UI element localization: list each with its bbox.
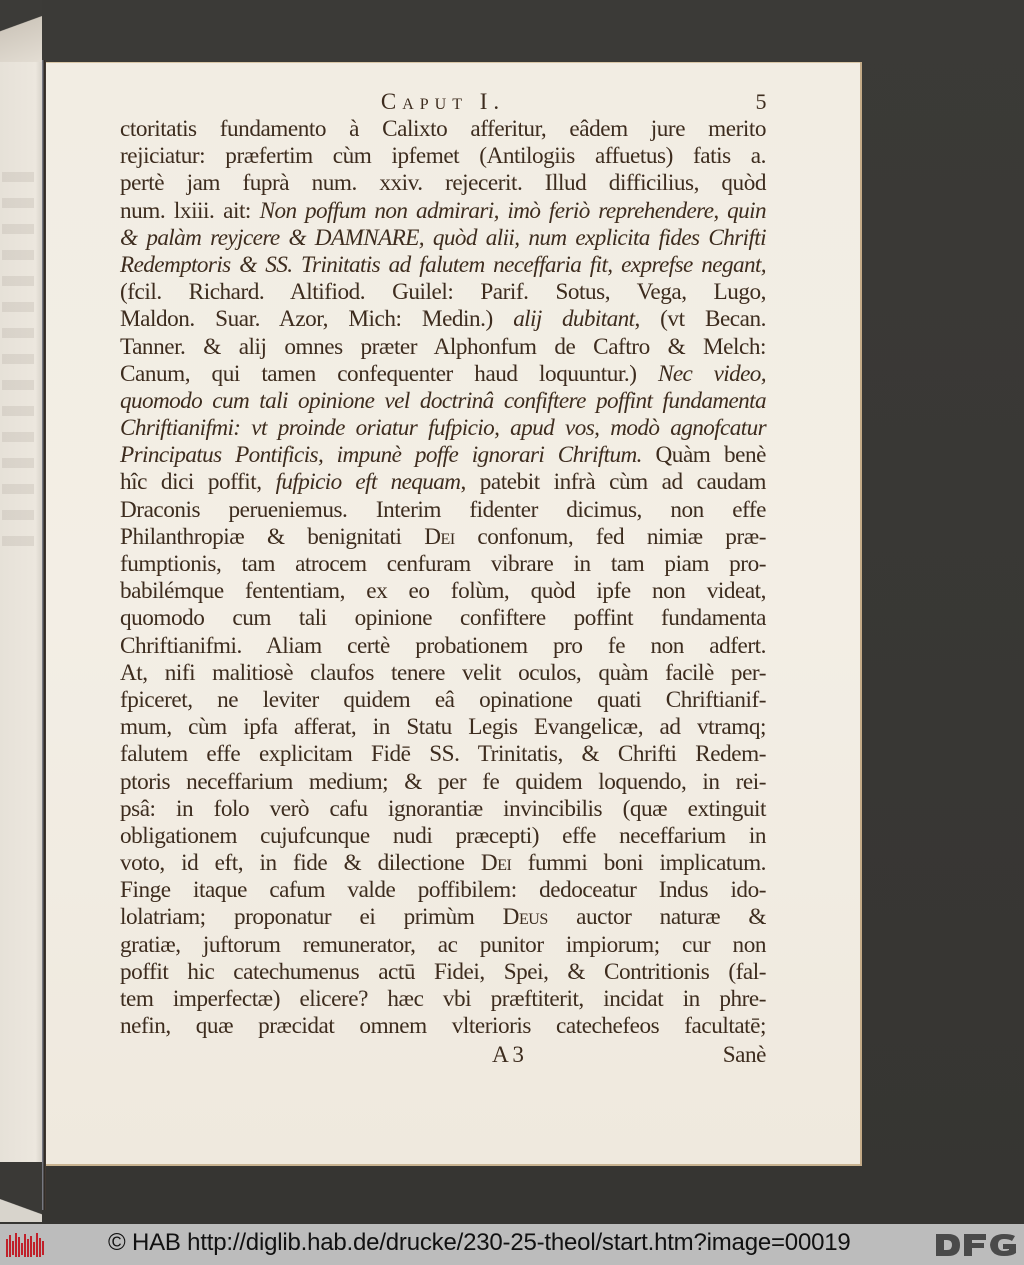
- text-line: [120, 252, 766, 279]
- running-title: Caput I.: [380, 89, 506, 114]
- text-segment: Dei: [424, 523, 455, 550]
- page-number: 5: [755, 89, 766, 114]
- text-line: [120, 497, 766, 524]
- text-line: [120, 225, 766, 252]
- text-line: [120, 143, 766, 170]
- text-segment: lolatriam; proponatur ei primùm: [120, 904, 503, 931]
- book-page: [46, 62, 862, 1166]
- page-text-block: [120, 90, 766, 1070]
- text-segment: , (vt Becan.: [634, 306, 766, 333]
- text-line: [120, 605, 766, 632]
- text-line: [120, 361, 766, 388]
- text-segment: tem imperfectæ) elicere? hæc vbi præftiterit, incidat in phre-: [120, 986, 766, 1012]
- text-line: [120, 823, 766, 850]
- text-segment: Quàm benè: [641, 442, 766, 469]
- text-line: [120, 198, 766, 225]
- text-line: [120, 306, 766, 333]
- text-segment: fufpicio eft nequam: [275, 469, 461, 496]
- text-segment: At, nifi malitiosè claufos tenere velit oculos, quàm facilè per-: [120, 659, 766, 686]
- text-line: [120, 170, 766, 197]
- text-segment: Tanner. & alij omnes præter Alphonfum de Caftro & Melch:: [120, 333, 766, 360]
- dfg-logo-icon: [934, 1232, 1018, 1258]
- text-line: [120, 415, 766, 442]
- text-segment: Finge itaque cafum valde poffibilem: dedoceatur Indus ido-: [120, 877, 766, 904]
- previous-page-edge: [0, 62, 42, 1162]
- text-segment: falutem effe explicitam Fidē SS. Trinitatis, & Chrifti Redem-: [120, 741, 766, 768]
- copyright-url: © HAB http://diglib.hab.de/drucke/230-25-theol/start.htm?image=00019: [108, 1229, 851, 1256]
- text-line: [120, 769, 766, 796]
- text-line: [120, 850, 766, 877]
- text-segment: confonum, fed nimiæ præ-: [454, 523, 767, 550]
- text-segment: psâ: in folo verò cafu ignorantiæ invincibilis (quæ extinguit: [120, 795, 766, 822]
- text-line: [120, 334, 766, 361]
- text-line: [120, 279, 766, 306]
- hab-logo-icon: [5, 1231, 45, 1259]
- text-segment: voto, id eft, in fide & dilectione: [120, 850, 481, 877]
- text-line: [120, 877, 766, 904]
- text-segment: Chriftianifmi: vt proinde oriatur fufpicio, apud vos, modò agnofcatur: [120, 415, 766, 442]
- text-segment: quomodo cum tali opinione vel doctrinâ confiftere poffint fundamenta: [120, 387, 766, 414]
- text-line: [120, 442, 766, 469]
- text-segment: Philanthropiæ & benignitati: [120, 523, 425, 550]
- text-segment: babilémque fententiam, ex eo folùm, quòd ipfe non videat,: [120, 578, 766, 605]
- text-line: [120, 116, 766, 143]
- text-segment: mum, cùm ipfa afferat, in Statu Legis Evangelicæ, ad vtramq;: [120, 714, 766, 741]
- text-segment: ctoritatis fundamento à Calixto afferitur, eâdem jure merito: [120, 116, 766, 142]
- text-segment: obligationem cujufcunque nudi præcepti) effe neceffarium in: [120, 822, 766, 849]
- text-line: [120, 904, 766, 931]
- bleed-through-text: [2, 172, 34, 552]
- text-segment: Maldon. Suar. Azor, Mich: Medin.): [120, 306, 514, 333]
- text-segment: (fcil. Richard. Altifiod. Guilel: Parif. Sotus, Vega, Lugo,: [120, 279, 766, 306]
- text-segment: ptoris neceffarium medium; & per fe quidem loquendo, in rei-: [120, 768, 766, 795]
- text-line: [120, 741, 766, 768]
- text-segment: fummi boni implicatum.: [511, 850, 766, 877]
- text-segment: , patebit infrà cùm ad caudam: [460, 469, 767, 496]
- text-segment: Deus: [502, 904, 548, 931]
- text-line: [120, 524, 766, 551]
- text-line: [120, 1013, 766, 1040]
- text-line: [120, 959, 766, 986]
- text-segment: Draconis perueniemus. Interim fidenter dicimus, non effe: [120, 496, 766, 523]
- signature-mark: A 3: [492, 1042, 524, 1069]
- text-segment: hîc dici poffit,: [120, 469, 276, 496]
- text-line: [120, 986, 766, 1013]
- text-segment: fumptionis, tam atrocem cenfuram vibrare in tam piam pro-: [120, 551, 766, 577]
- text-line: [120, 687, 766, 714]
- text-segment: Nec video,: [658, 360, 766, 387]
- text-segment: & palàm reyjcere & DAMNARE, quòd alii, num explicita fides Chrifti: [120, 224, 766, 251]
- text-segment: poffit hic catechumenus actū Fidei, Spei, & Contritionis (fal-: [120, 958, 766, 985]
- text-segment: pertè jam fuprà num. xxiv. rejecerit. Illud difficilius, quòd: [120, 170, 766, 197]
- text-segment: Non poffum non admirari, imò feriò reprehendere, quin: [259, 197, 766, 224]
- text-segment: fpiceret, ne leviter quidem eâ opinatione quati Chriftianif-: [120, 686, 766, 713]
- text-segment: alij dubitant: [513, 306, 635, 333]
- page-foot: [120, 1042, 766, 1070]
- text-segment: Principatus Pontificis, impunè poffe ignorari Chriftum.: [120, 442, 642, 469]
- text-segment: nefin, quæ præcidat omnem vlterioris catechefeos facultatē;: [120, 1013, 766, 1040]
- text-segment: Redemptoris & SS. Trinitatis ad falutem neceffaria fit, exprefse negant,: [120, 251, 766, 278]
- text-segment: quomodo cum tali opinione confiftere poffint fundamenta: [120, 605, 766, 632]
- text-line: [120, 714, 766, 741]
- text-line: [120, 469, 766, 496]
- catchword: Sanè: [722, 1042, 766, 1069]
- text-segment: Chriftianifmi. Aliam certè probationem pro fe non adfert.: [120, 632, 766, 659]
- text-line: [120, 551, 766, 578]
- running-head: [120, 90, 766, 116]
- text-segment: num. lxiii. ait:: [120, 197, 260, 224]
- text-segment: gratiæ, juftorum remunerator, ac punitor impiorum; cur non: [120, 931, 766, 958]
- text-line: [120, 633, 766, 660]
- text-line: [120, 660, 766, 687]
- text-line: [120, 932, 766, 959]
- text-segment: rejiciatur: præfertim cùm ipfemet (Antilogiis affuetus) fatis a.: [120, 143, 766, 170]
- text-line: [120, 796, 766, 823]
- text-line: [120, 578, 766, 605]
- viewer-footer-bar: [0, 1224, 1024, 1265]
- body-text: [120, 116, 766, 1040]
- text-segment: Dei: [480, 850, 512, 877]
- text-segment: auctor naturæ &: [547, 904, 766, 931]
- text-line: [120, 388, 766, 415]
- text-segment: Canum, qui tamen confequenter haud loquuntur.): [120, 360, 658, 387]
